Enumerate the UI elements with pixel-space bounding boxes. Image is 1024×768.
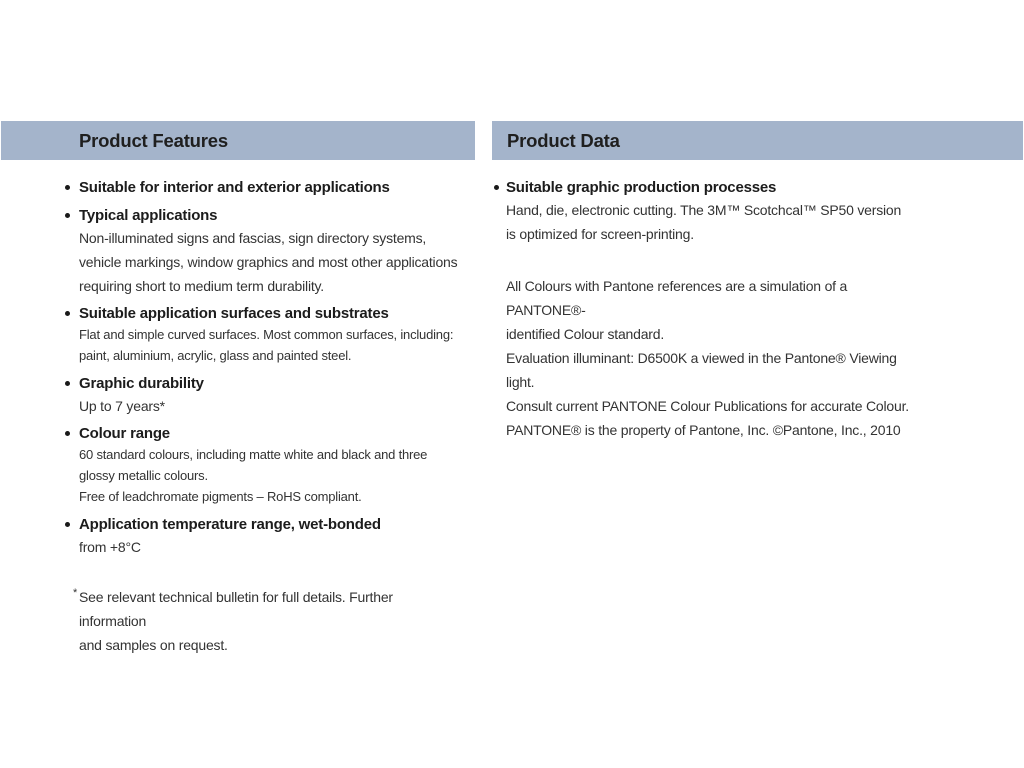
bullet-icon bbox=[494, 185, 499, 190]
footnote bbox=[63, 585, 463, 657]
feature-item-temperature bbox=[63, 515, 463, 559]
product-data-title: Product Data bbox=[507, 129, 620, 151]
data-line: Hand, die, electronic cutting. The 3M™ Scotchcal™ SP50 version bbox=[506, 202, 902, 218]
product-data-header bbox=[492, 121, 1023, 160]
data-title: Suitable graphic production processes bbox=[506, 179, 777, 196]
feature-item-interior-exterior bbox=[63, 178, 463, 198]
data-line: is optimized for screen-printing. bbox=[506, 226, 694, 242]
feature-title: Graphic durability bbox=[79, 375, 204, 392]
note-line: Evaluation illuminant: D6500K a viewed in the Pantone® Viewing light. bbox=[506, 350, 897, 390]
bullet-icon bbox=[65, 522, 70, 527]
feature-line: paint, aluminium, acrylic, glass and painted steel. bbox=[79, 348, 352, 363]
data-description bbox=[506, 198, 922, 246]
footnote-star: * bbox=[73, 587, 78, 599]
feature-line: Flat and simple curved surfaces. Most common surfaces, including: bbox=[79, 327, 454, 342]
feature-item-typical-applications bbox=[63, 206, 463, 298]
feature-description bbox=[79, 535, 463, 559]
bullet-icon bbox=[65, 431, 70, 436]
feature-line: requiring short to medium term durability. bbox=[79, 278, 324, 294]
product-data-body bbox=[492, 160, 922, 442]
feature-line: from +8°C bbox=[79, 539, 141, 555]
data-item-production-processes bbox=[492, 178, 922, 246]
product-features-header bbox=[1, 121, 475, 160]
feature-title: Colour range bbox=[79, 425, 170, 442]
feature-title: Typical applications bbox=[79, 207, 218, 224]
bullet-icon bbox=[65, 311, 70, 316]
bullet-icon bbox=[65, 381, 70, 386]
note-line: identified Colour standard. bbox=[506, 326, 665, 342]
pantone-notes bbox=[492, 274, 922, 442]
feature-description bbox=[79, 444, 463, 507]
feature-item-surfaces bbox=[63, 304, 463, 366]
feature-description bbox=[79, 324, 463, 366]
feature-line: glossy metallic colours. bbox=[79, 468, 208, 483]
footnote-line: See relevant technical bulletin for full details. Further information bbox=[79, 589, 393, 629]
bullet-icon bbox=[65, 213, 70, 218]
note-line: PANTONE® is the property of Pantone, Inc. ©Pantone, Inc., 2010 bbox=[506, 422, 901, 438]
feature-title: Application temperature range, wet-bonded bbox=[79, 516, 381, 533]
footnote-line: and samples on request. bbox=[79, 637, 228, 653]
feature-line: 60 standard colours, including matte white and black and three bbox=[79, 447, 428, 462]
product-features-title: Product Features bbox=[79, 129, 228, 151]
note-line: All Colours with Pantone references are a simulation of a PANTONE®- bbox=[506, 278, 848, 318]
product-data-section bbox=[492, 121, 1023, 442]
feature-title: Suitable application surfaces and substrates bbox=[79, 305, 389, 322]
product-features-section bbox=[1, 121, 475, 657]
feature-item-durability bbox=[63, 374, 463, 418]
feature-title: Suitable for interior and exterior applications bbox=[79, 179, 390, 196]
feature-description bbox=[79, 394, 463, 418]
feature-line: Up to 7 years* bbox=[79, 398, 165, 414]
note-line: Consult current PANTONE Colour Publications for accurate Colour. bbox=[506, 398, 909, 414]
feature-line: vehicle markings, window graphics and most other applications bbox=[79, 254, 458, 270]
feature-description bbox=[79, 226, 463, 298]
feature-item-colour-range bbox=[63, 424, 463, 507]
feature-line: Non-illuminated signs and fascias, sign directory systems, bbox=[79, 230, 427, 246]
bullet-icon bbox=[65, 185, 70, 190]
feature-line: Free of leadchromate pigments – RoHS compliant. bbox=[79, 489, 362, 504]
product-features-list bbox=[1, 160, 463, 657]
